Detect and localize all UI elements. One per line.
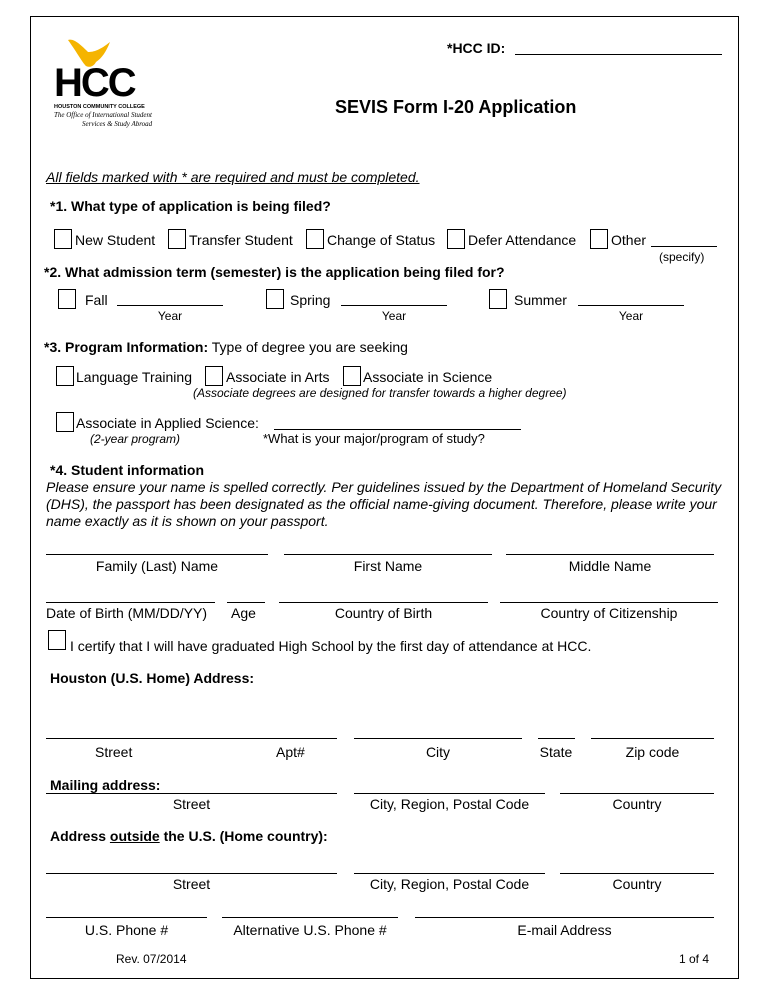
- checkbox-other[interactable]: [590, 229, 608, 249]
- field-label: E-mail Address: [517, 922, 612, 938]
- q2-label: *2. What admission term (semester) is the application being filed for?: [44, 264, 505, 280]
- us-phone-field[interactable]: [46, 917, 207, 918]
- field-label: Country: [612, 876, 662, 892]
- field-label: Country: [612, 796, 662, 812]
- specify-label: (specify): [659, 250, 705, 264]
- svg-text:Services & Study Abroad: Services & Study Abroad: [82, 120, 153, 128]
- checkbox-defer-attendance[interactable]: [447, 229, 465, 249]
- page-title: SEVIS Form I-20 Application: [335, 97, 577, 117]
- field-label: Country of Citizenship: [540, 605, 678, 621]
- q3-label: [44, 339, 408, 355]
- houston-city-field[interactable]: [354, 738, 522, 739]
- q3-label-rest: Type of degree you are seeking: [211, 339, 408, 355]
- field-label: Country of Birth: [334, 605, 433, 621]
- field-label: U.S. Phone #: [84, 922, 169, 938]
- summer-year-field[interactable]: [578, 305, 684, 306]
- hcc-logo: [52, 36, 182, 146]
- country-of-citizenship-field[interactable]: [500, 602, 718, 603]
- major-prompt: *What is your major/program of study?: [263, 431, 485, 446]
- field-label: City, Region, Postal Code: [369, 876, 530, 892]
- checkbox-change-of-status[interactable]: [306, 229, 324, 249]
- option-label: Summer: [514, 292, 567, 308]
- hcc-id-field[interactable]: [515, 54, 722, 55]
- year-label: Year: [618, 309, 644, 323]
- q3-label-bold: *3. Program Information:: [44, 339, 209, 355]
- spring-year-field[interactable]: [341, 305, 447, 306]
- houston-state-field[interactable]: [538, 738, 575, 739]
- option-label: Spring: [290, 292, 331, 308]
- hcc-eagle-logo-icon: [52, 36, 182, 146]
- mailing-city-field[interactable]: [354, 793, 545, 794]
- page-number: 1 of 4: [679, 952, 710, 966]
- major-field[interactable]: [274, 429, 521, 430]
- fall-year-field[interactable]: [117, 305, 223, 306]
- outside-country-field[interactable]: [560, 873, 714, 874]
- checkbox-associate-science[interactable]: [343, 366, 361, 386]
- option-label: Fall: [85, 292, 108, 308]
- heading-underlined: outside: [109, 828, 160, 844]
- checkbox-new-student[interactable]: [54, 229, 72, 249]
- field-label: First Name: [353, 558, 423, 574]
- heading-part: Address: [50, 828, 110, 844]
- field-label: Family (Last) Name: [95, 558, 219, 574]
- family-name-field[interactable]: [46, 554, 268, 555]
- svg-text:HOUSTON COMMUNITY COLLEGE: HOUSTON COMMUNITY COLLEGE: [54, 104, 145, 110]
- outside-city-field[interactable]: [354, 873, 545, 874]
- checkbox-associate-arts[interactable]: [205, 366, 223, 386]
- checkbox-transfer-student[interactable]: [168, 229, 186, 249]
- option-label: Language Training: [76, 369, 192, 385]
- field-label: Zip code: [625, 744, 680, 760]
- option-label: Transfer Student: [189, 232, 293, 248]
- houston-zip-field[interactable]: [591, 738, 714, 739]
- option-label: Change of Status: [327, 232, 436, 248]
- checkbox-fall[interactable]: [58, 289, 76, 309]
- option-label: Other: [611, 232, 647, 248]
- associate-note: (Associate degrees are designed for transfer towards a higher degree): [193, 386, 567, 400]
- checkbox-summer[interactable]: [489, 289, 507, 309]
- outside-address-heading: [50, 828, 328, 844]
- checkbox-language-training[interactable]: [56, 366, 74, 386]
- middle-name-field[interactable]: [506, 554, 714, 555]
- checkbox-certify-graduation[interactable]: [48, 630, 66, 650]
- field-label: City, Region, Postal Code: [369, 796, 530, 812]
- field-label: State: [539, 744, 573, 760]
- field-label: Street: [172, 796, 211, 812]
- svg-text:HCC: HCC: [54, 61, 135, 105]
- year-label: Year: [157, 309, 183, 323]
- heading-part: the U.S. (Home country):: [159, 828, 328, 844]
- field-label: Middle Name: [568, 558, 652, 574]
- field-label: Alternative U.S. Phone #: [233, 922, 387, 938]
- aas-sub-label: (2-year program): [90, 432, 181, 446]
- checkbox-associate-applied-science[interactable]: [56, 412, 74, 432]
- houston-address-heading: Houston (U.S. Home) Address:: [50, 670, 255, 686]
- email-field[interactable]: [415, 917, 714, 918]
- svg-text:The Office of International St: The Office of International Student: [54, 111, 152, 119]
- field-label: Street: [95, 744, 133, 760]
- age-field[interactable]: [227, 602, 265, 603]
- option-label: Associate in Science: [363, 369, 493, 385]
- required-note: All fields marked with * are required and must be completed.: [46, 169, 420, 185]
- outside-street-field[interactable]: [46, 873, 337, 874]
- alt-phone-field[interactable]: [222, 917, 398, 918]
- name-instructions: Please ensure your name is spelled correctly. Per guidelines issued by the Department of Homeland Security (DHS), the passport has been designated as the official name-giving document. Therefore, please write your name exactly as it is shown on your passport.: [46, 479, 722, 529]
- hcc-id-label: *HCC ID:: [447, 40, 506, 56]
- other-specify-field[interactable]: [651, 246, 717, 247]
- field-label: Age: [231, 605, 256, 621]
- option-label: New Student: [75, 232, 156, 248]
- mailing-address-heading: Mailing address:: [50, 777, 161, 793]
- dob-field[interactable]: [46, 602, 215, 603]
- houston-street-field[interactable]: [46, 738, 337, 739]
- revision-label: Rev. 07/2014: [116, 952, 187, 966]
- field-label: Street: [172, 876, 211, 892]
- field-label: Date of Birth (MM/DD/YY): [46, 605, 208, 621]
- aas-label: Associate in Applied Science:: [76, 415, 259, 431]
- mailing-country-field[interactable]: [560, 793, 714, 794]
- year-label: Year: [381, 309, 407, 323]
- country-of-birth-field[interactable]: [279, 602, 488, 603]
- checkbox-spring[interactable]: [266, 289, 284, 309]
- q1-label: *1. What type of application is being filed?: [50, 198, 331, 214]
- option-label: Associate in Arts: [226, 369, 330, 385]
- first-name-field[interactable]: [284, 554, 492, 555]
- option-label: Defer Attendance: [468, 232, 577, 248]
- q4-label: *4. Student information: [50, 462, 204, 478]
- field-label: City: [425, 744, 451, 760]
- mailing-street-field[interactable]: [46, 793, 337, 794]
- certify-label: I certify that I will have graduated High School by the first day of attendance at HCC.: [70, 638, 592, 654]
- field-label: Apt#: [276, 744, 305, 760]
